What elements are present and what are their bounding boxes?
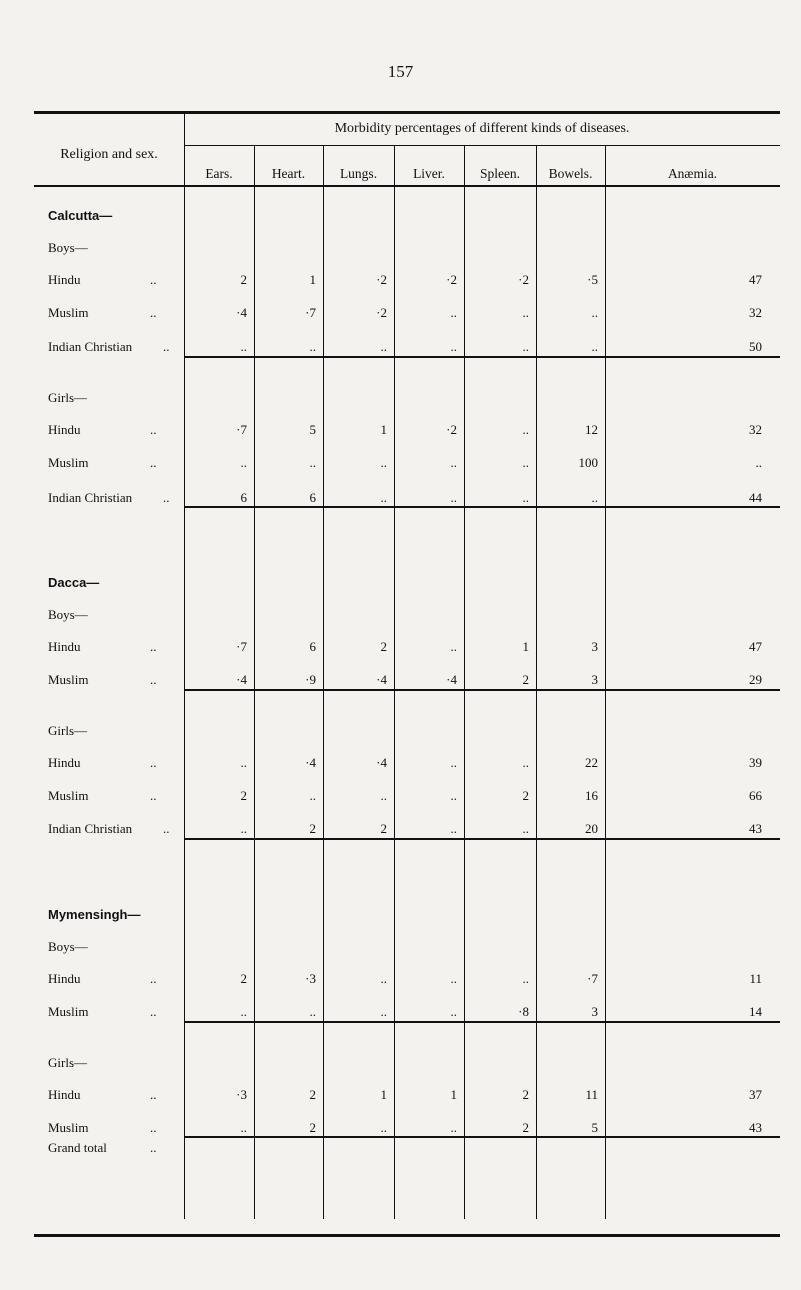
- table-cell: 1: [309, 272, 316, 287]
- row-label: Hindu: [48, 422, 81, 437]
- table-cell: 29: [749, 672, 762, 687]
- table-cell: ..: [450, 1004, 457, 1019]
- table-cell: 2: [309, 1087, 316, 1102]
- table-cell: ..: [309, 339, 316, 354]
- bottom-rule: [34, 1234, 780, 1237]
- table-cell: ·5: [587, 272, 598, 287]
- table-cell: ..: [380, 490, 387, 505]
- column-header-religion-and-sex: Religion and sex.: [60, 147, 158, 162]
- table-cell: ..: [240, 455, 247, 470]
- table-cell: 1: [522, 639, 529, 654]
- table-cell: 2: [522, 788, 529, 803]
- table-cell: ..: [240, 821, 247, 836]
- table-cell: ..: [522, 305, 529, 320]
- table-cell: 5: [591, 1120, 598, 1135]
- table-cell: ·8: [518, 1004, 529, 1019]
- table-cell: ·3: [236, 1087, 247, 1102]
- table-cell: ..: [522, 422, 529, 437]
- vrule-col-3: [394, 146, 395, 1219]
- table-cell: 20: [585, 821, 598, 836]
- table-cell: ·4: [236, 305, 247, 320]
- column-header-lungs: Lungs.: [339, 166, 378, 181]
- table-cell: 14: [749, 1004, 762, 1019]
- table-cell: 1: [380, 422, 387, 437]
- table-cell: ..: [450, 1120, 457, 1135]
- column-header-liver: Liver.: [413, 166, 445, 181]
- row-leader: ..: [150, 1087, 157, 1102]
- row-label: Muslim: [48, 788, 89, 803]
- table-cell: 2: [309, 1120, 316, 1135]
- table-cell: ..: [522, 821, 529, 836]
- row-label: Hindu: [48, 639, 81, 654]
- row-label: Indian Christian: [48, 339, 133, 354]
- table-cell: ..: [591, 305, 598, 320]
- table-cell: ..: [450, 490, 457, 505]
- subsection-title: Girls—: [48, 1055, 87, 1070]
- column-header-heart: Heart.: [271, 166, 306, 181]
- table-cell: ..: [450, 971, 457, 986]
- table-cell: ..: [450, 755, 457, 770]
- section-title: Mymensingh—: [48, 907, 141, 922]
- table-cell: ·9: [305, 672, 316, 687]
- row-leader: ..: [150, 422, 157, 437]
- table-cell: 12: [585, 422, 598, 437]
- vrule-first: [184, 112, 185, 1219]
- table-cell: ..: [591, 490, 598, 505]
- grand-total-rule: [184, 1136, 780, 1138]
- row-leader: ..: [163, 490, 170, 505]
- row-leader: ..: [150, 639, 157, 654]
- table-cell: ..: [522, 755, 529, 770]
- row-leader: ..: [150, 1004, 157, 1019]
- super-header: Morbidity percentages of different kinds of diseases.: [334, 121, 630, 136]
- table-cell: ·2: [446, 422, 457, 437]
- table-cell: 44: [749, 490, 762, 505]
- row-label: Muslim: [48, 1120, 89, 1135]
- super-header-rule: [184, 145, 780, 146]
- column-header-anæmia: Anæmia.: [667, 166, 718, 181]
- row-label: Muslim: [48, 1004, 89, 1019]
- table-cell: 11: [585, 1087, 598, 1102]
- table-cell: ..: [522, 339, 529, 354]
- table-cell: ·2: [376, 272, 387, 287]
- column-header-ears: Ears.: [205, 166, 233, 181]
- table-cell: 6: [309, 639, 316, 654]
- table-cell: 6: [309, 490, 316, 505]
- group-rule: [184, 689, 780, 691]
- table-cell: 3: [591, 1004, 598, 1019]
- table-cell: ..: [309, 455, 316, 470]
- table-cell: 100: [578, 455, 598, 470]
- table-cell: ..: [450, 639, 457, 654]
- table-cell: ·4: [305, 755, 316, 770]
- row-leader: ..: [150, 788, 157, 803]
- table-cell: ..: [450, 305, 457, 320]
- table-cell: ·2: [376, 305, 387, 320]
- table-cell: ..: [240, 1004, 247, 1019]
- row-leader: ..: [150, 272, 157, 287]
- table-cell: ·3: [305, 971, 316, 986]
- subsection-title: Boys—: [48, 240, 88, 255]
- vrule-col-5: [536, 146, 537, 1219]
- top-rule: [34, 111, 780, 114]
- subsection-title: Boys—: [48, 607, 88, 622]
- table-cell: 16: [585, 788, 598, 803]
- vrule-col-1: [254, 146, 255, 1219]
- grand-total-label: Grand total: [48, 1140, 107, 1155]
- row-leader: ..: [150, 1120, 157, 1135]
- table-cell: 43: [749, 821, 762, 836]
- table-cell: ·7: [236, 422, 247, 437]
- row-leader: ..: [163, 339, 170, 354]
- column-header-bowels: Bowels.: [548, 166, 593, 181]
- subsection-title: Girls—: [48, 390, 87, 405]
- table-cell: ·4: [446, 672, 457, 687]
- row-label: Hindu: [48, 971, 81, 986]
- table-cell: 1: [380, 1087, 387, 1102]
- row-label: Indian Christian: [48, 490, 133, 505]
- table-cell: ..: [240, 339, 247, 354]
- table-cell: 2: [309, 821, 316, 836]
- group-rule: [184, 506, 780, 508]
- page-number: 157: [387, 62, 414, 81]
- table-cell: 2: [240, 788, 247, 803]
- table-cell: 2: [522, 1087, 529, 1102]
- table-cell: 37: [749, 1087, 762, 1102]
- table-cell: 39: [749, 755, 762, 770]
- table-cell: 2: [380, 821, 387, 836]
- table-cell: 2: [522, 1120, 529, 1135]
- table-cell: ·4: [236, 672, 247, 687]
- table-cell: ·2: [446, 272, 457, 287]
- table-cell: ·7: [236, 639, 247, 654]
- table-cell: ·4: [376, 755, 387, 770]
- row-label: Hindu: [48, 272, 81, 287]
- table-cell: 11: [749, 971, 762, 986]
- row-label: Muslim: [48, 455, 89, 470]
- table-cell: 2: [380, 639, 387, 654]
- row-leader: ..: [150, 971, 157, 986]
- table-cell: ..: [380, 1004, 387, 1019]
- table-cell: ..: [380, 455, 387, 470]
- table-cell: ·4: [376, 672, 387, 687]
- table-cell: ..: [522, 455, 529, 470]
- table-cell: ·7: [305, 305, 316, 320]
- table-cell: 2: [522, 672, 529, 687]
- table-cell: 43: [749, 1120, 762, 1135]
- table-cell: 22: [585, 755, 598, 770]
- group-rule: [184, 356, 780, 358]
- header-bottom-rule: [34, 185, 780, 187]
- subsection-title: Girls—: [48, 723, 87, 738]
- table-cell: ..: [380, 1120, 387, 1135]
- row-leader: ..: [150, 755, 157, 770]
- row-leader: ..: [150, 305, 157, 320]
- table-cell: ·7: [587, 971, 598, 986]
- table-cell: ..: [309, 1004, 316, 1019]
- table-cell: 2: [240, 971, 247, 986]
- table-cell: 32: [749, 305, 762, 320]
- column-header-spleen: Spleen.: [479, 166, 521, 181]
- table-cell: ..: [450, 339, 457, 354]
- row-label: Muslim: [48, 305, 89, 320]
- table-cell: ..: [450, 821, 457, 836]
- subsection-title: Boys—: [48, 939, 88, 954]
- table-cell: 6: [240, 490, 247, 505]
- table-cell: 2: [240, 272, 247, 287]
- row-label: Hindu: [48, 755, 81, 770]
- table-cell: ..: [522, 490, 529, 505]
- table-cell: ..: [591, 339, 598, 354]
- table-cell: 47: [749, 272, 762, 287]
- section-title: Calcutta—: [48, 208, 113, 223]
- table-cell: ..: [380, 788, 387, 803]
- table-cell: 47: [749, 639, 762, 654]
- grand-total-leader: ..: [150, 1140, 157, 1155]
- row-leader: ..: [150, 672, 157, 687]
- table-cell: 1: [450, 1087, 457, 1102]
- table-cell: ..: [309, 788, 316, 803]
- group-rule: [184, 838, 780, 840]
- table-cell: ..: [240, 755, 247, 770]
- row-leader: ..: [163, 821, 170, 836]
- table-cell: ..: [240, 1120, 247, 1135]
- table-cell: ..: [755, 455, 762, 470]
- table-cell: ·2: [518, 272, 529, 287]
- table-cell: 5: [309, 422, 316, 437]
- table-cell: 3: [591, 672, 598, 687]
- row-label: Indian Christian: [48, 821, 133, 836]
- group-rule: [184, 1021, 780, 1023]
- table-cell: 32: [749, 422, 762, 437]
- table-cell: ..: [380, 339, 387, 354]
- table-cell: ..: [450, 788, 457, 803]
- table-cell: ..: [380, 971, 387, 986]
- table-cell: ..: [522, 971, 529, 986]
- row-label: Hindu: [48, 1087, 81, 1102]
- row-leader: ..: [150, 455, 157, 470]
- table-cell: 66: [749, 788, 762, 803]
- section-title: Dacca—: [48, 575, 100, 590]
- vrule-col-4: [464, 146, 465, 1219]
- vrule-col-6: [605, 146, 606, 1219]
- vrule-col-2: [323, 146, 324, 1219]
- row-label: Muslim: [48, 672, 89, 687]
- table-cell: 50: [749, 339, 762, 354]
- table-cell: 3: [591, 639, 598, 654]
- table-cell: ..: [450, 455, 457, 470]
